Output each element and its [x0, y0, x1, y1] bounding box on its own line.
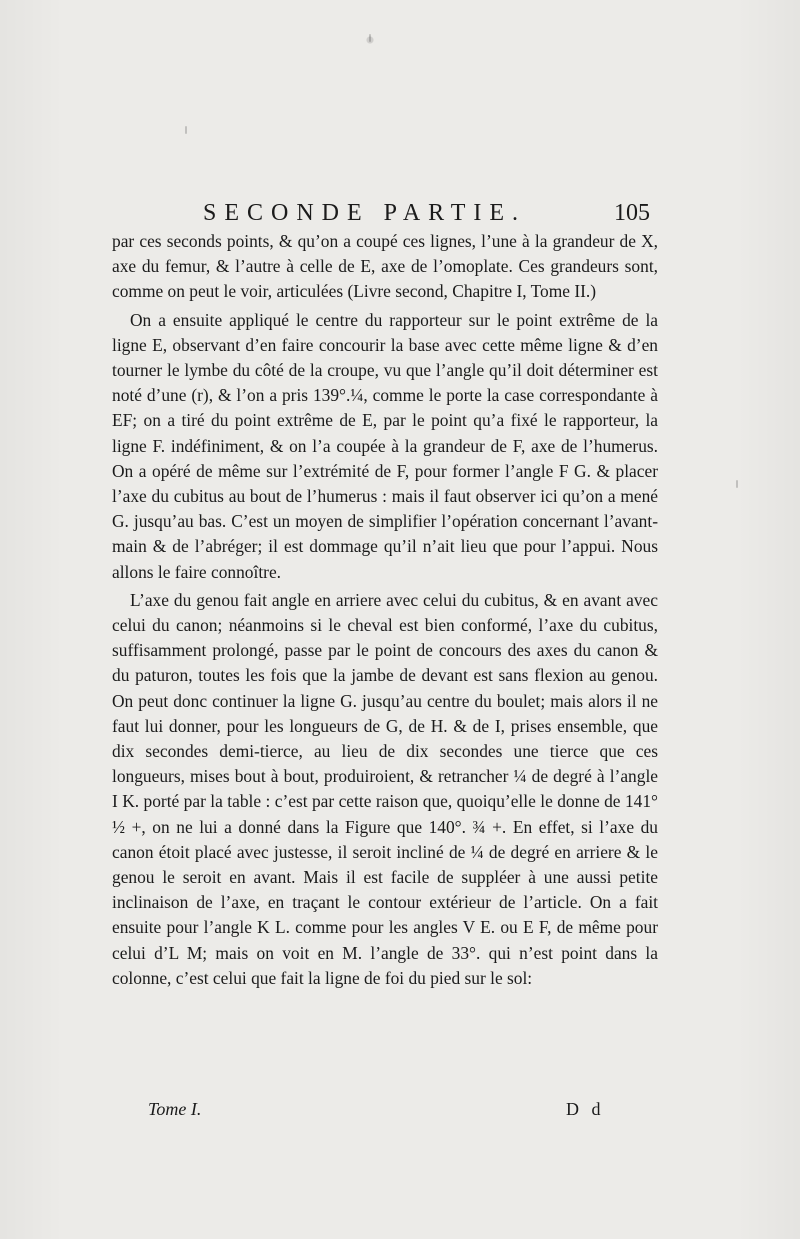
page-footer: [0, 1099, 800, 1125]
paper-speck-top: [369, 34, 371, 42]
running-head: [0, 198, 800, 232]
page-number: 105: [614, 200, 650, 226]
paragraph-1: par ces seconds points, & qu’on a coupé ces lignes, l’une à la grandeur de X, axe du femur, & l’autre à celle de E, axe de l’omoplate. Ces grandeurs sont, comme on peut le voir, articulées (Livre second, Chapitre I, Tome II.): [112, 231, 658, 302]
paper-speck-left: [185, 126, 187, 134]
main-text: [112, 229, 658, 991]
paragraph-3: L’axe du genou fait angle en arriere avec celui du cubitus, & en avant avec celui du canon; néanmoins si le cheval est bien conformé, l’axe du cubitus, suffisamment prolongé, passe par le point de concours des axes du canon & du paturon, toutes les fois que la jambe de devant est sans flexion au genou. On peut donc continuer la ligne G. jusqu’au centre du boulet; mais alors il ne faut lui donner, pour les longueurs de G, de H. & de I, prises ensemble, que dix secondes demi-tierce, au lieu de dix secondes une tierce que ces longueurs, mises bout à bout, produiroient, & retrancher ¼ de degré à l’angle I K. porté par la table : c’est par cette raison que, quoiqu’elle le donne de 141° ½ +, on ne lui a donné dans la Figure que 140°. ¾ +. En effet, si l’axe du canon étoit placé avec justesse, il seroit incliné de ¼ de degré en arriere & le genou le seroit en avant. Mais il est facile de suppléer à une aussi petite inclinaison de l’axe, en traçant le contour extérieur de l’article. On a fait ensuite pour l’angle K L. comme pour les angles V E. ou E F, de même pour celui d’L M; mais on voit en M. l’angle de 33°. qui n’est point dans la colonne, c’est celui que fait la ligne de foi du pied sur le sol:: [112, 589, 658, 988]
signature-mark: D d: [566, 1099, 605, 1119]
paper-speck-right: [736, 480, 738, 488]
volume-label: Tome I.: [148, 1099, 202, 1119]
section-title: SECONDE PARTIE.: [203, 200, 527, 226]
paragraph-2: On a ensuite appliqué le centre du rapporteur sur le point extrême de la ligne E, observant d’en faire concourir la base avec cette même ligne & d’en tourner le lymbe du côté de la croupe, vu que l’angle qu’il doit déterminer est noté d’une (r), & l’on a pris 139°.¼, comme le porte la case correspondante à EF; on a tiré du point extrême de E, par le point qu’a fixé le rapporteur, la ligne F. indéfiniment, & on l’a coupée à la grandeur de F, axe de l’humerus. On a opéré de même sur l’extrémité de F, pour former l’angle F G. & placer l’axe du cubitus au bout de l’humerus : mais il faut observer ici qu’on a mené G. jusqu’au bas. C’est un moyen de simplifier l’opération concernant l’avant-main & de l’abréger; il est dommage qu’il n’ait lieu que pour l’appui. Nous allons le faire connoître.: [112, 309, 658, 582]
